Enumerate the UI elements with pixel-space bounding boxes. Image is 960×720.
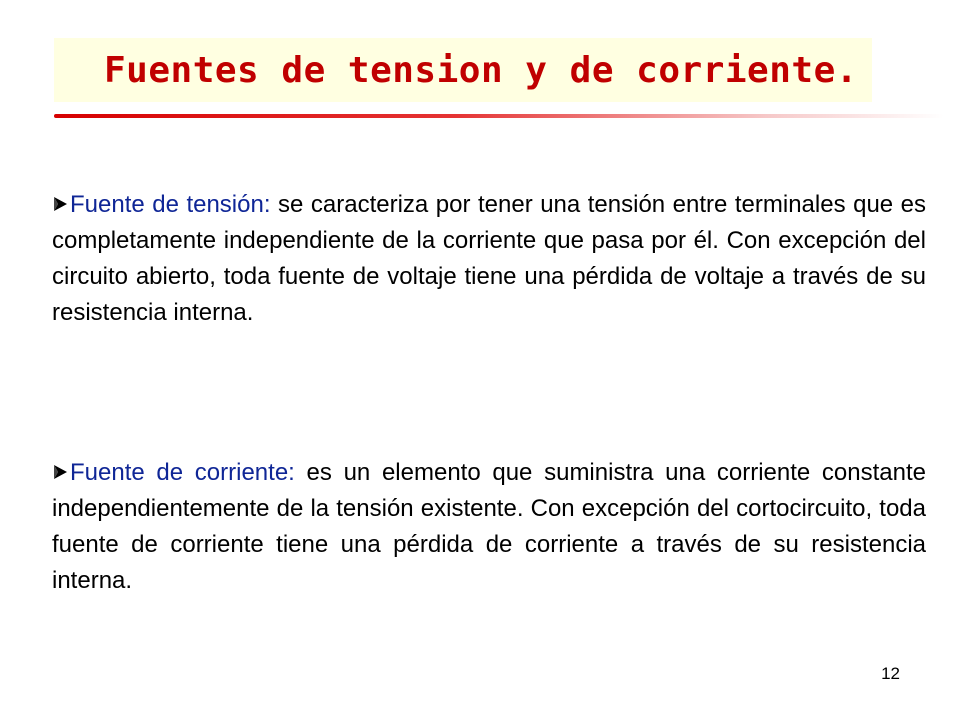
bullet-text: es un elemento que suministra una corriente constante independientemente de la tensión existente. Con excepción del cortocircuito, toda fuente de corriente tiene una pérdida de corriente a través de su resistencia interna. (52, 459, 927, 594)
arrowhead-bullet-icon (52, 455, 70, 491)
bullet-term: Fuente de tensión: (70, 191, 271, 218)
bullet-paragraph-voltage-source (52, 187, 926, 331)
page-number: 12 (881, 664, 900, 683)
bullet-paragraph-current-source (52, 455, 926, 599)
slide-title: Fuentes de tension y de corriente. (104, 50, 858, 91)
arrowhead-bullet-icon (52, 187, 70, 223)
bullet-text: se caracteriza por tener una tensión entre terminales que es completamente independiente de la corriente que pasa por él. Con excepción del circuito abierto, toda fuente de voltaje tiene una pérdida de voltaje a través de su resistencia interna. (52, 191, 927, 326)
title-underline (54, 114, 944, 118)
bullet-term: Fuente de corriente: (70, 459, 295, 486)
